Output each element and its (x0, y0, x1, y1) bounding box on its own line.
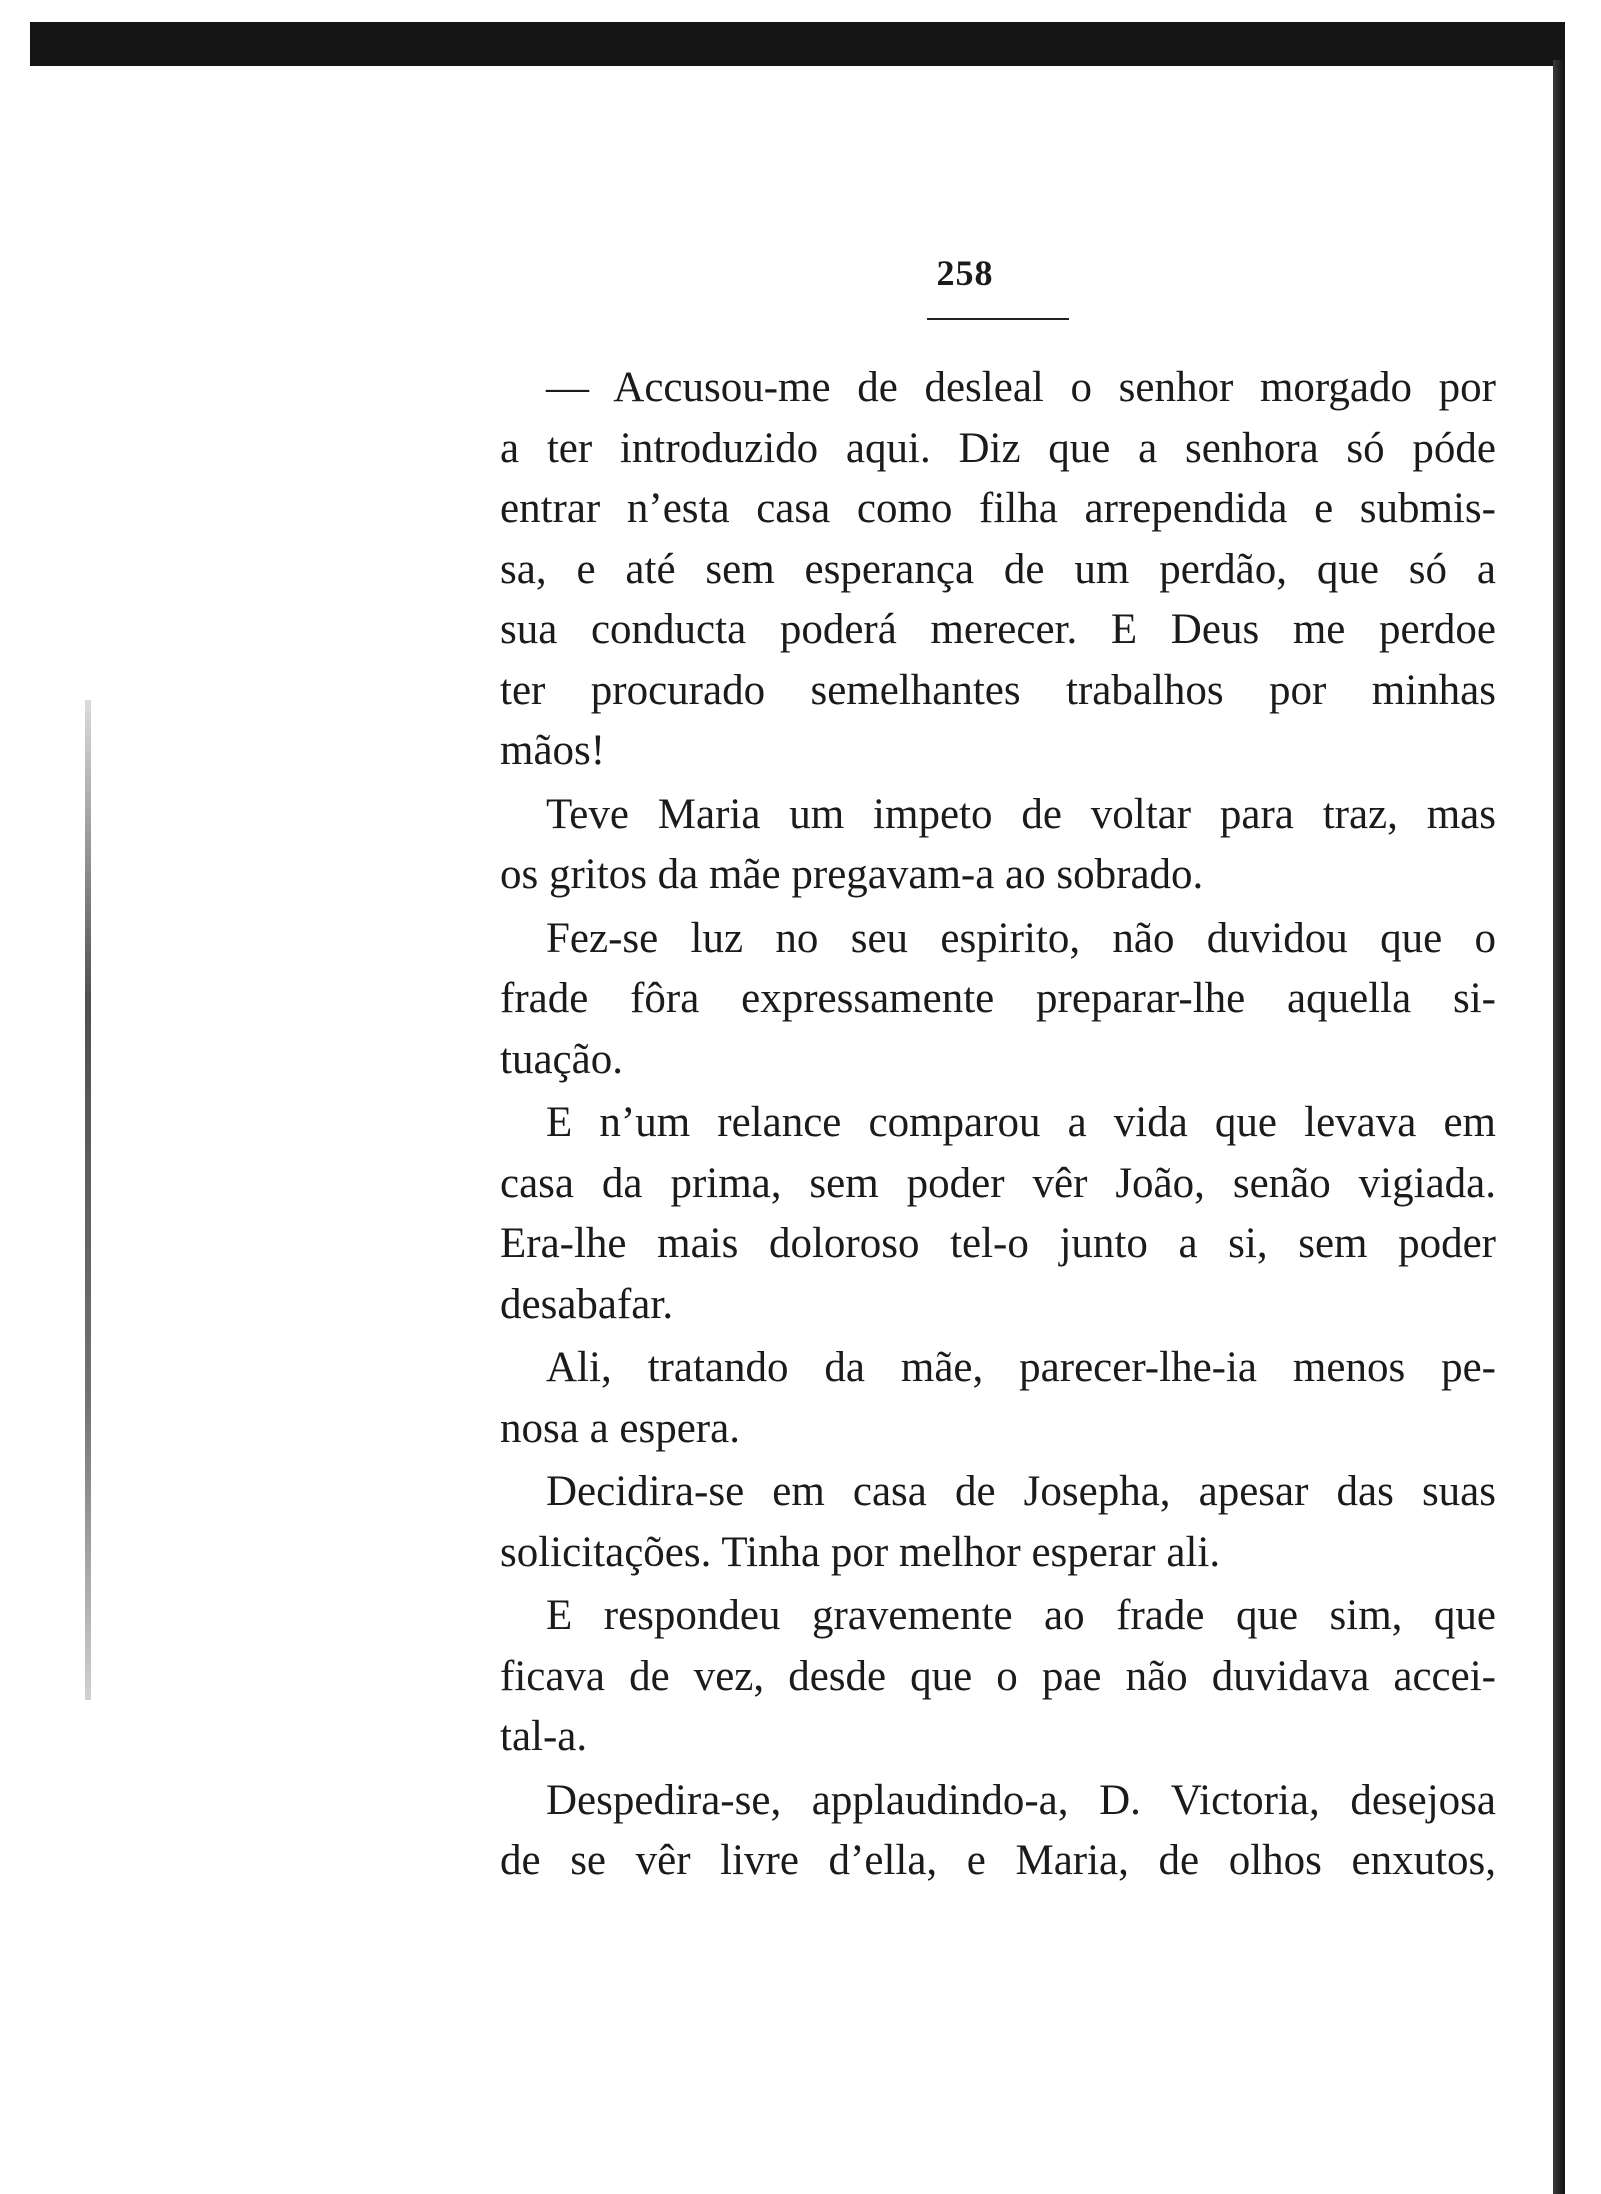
text-line: de se vêr livre d’ella, e Maria, de olhos enxutos, (500, 1837, 1496, 1884)
text-line: tuação. (500, 1035, 623, 1083)
text-line: Fez-se luz no seu espirito, não duvidou que o (546, 914, 1496, 962)
paragraph-2 (500, 785, 1496, 906)
page-number-rule (927, 318, 1069, 320)
text-line: E n’um relance comparou a vida que levava em (546, 1099, 1496, 1146)
text-line: Despedira-se, applaudindo-a, D. Victoria, desejosa (546, 1776, 1496, 1824)
text-line: solicitações. Tinha por melhor esperar ali. (500, 1528, 1221, 1576)
text-line: nosa a espera. (500, 1404, 740, 1452)
text-line: os gritos da mãe pregavam-a ao sobrado. (500, 851, 1204, 898)
text-line: mãos! (500, 727, 606, 774)
text-line: sua conducta poderá merecer. E Deus me perdoe (500, 606, 1496, 653)
paragraph-7 (500, 1586, 1496, 1768)
text-line: frade fôra expressamente preparar-lhe aquella si- (500, 975, 1496, 1022)
text-line: desabafar. (500, 1280, 674, 1328)
text-line: sa, e até sem esperança de um perdão, que só a (500, 545, 1496, 593)
text-line: tal-a. (500, 1713, 588, 1760)
text-line: Decidira-se em casa de Josepha, apesar das suas (546, 1468, 1496, 1515)
text-line: entrar n’esta casa como filha arrependida e submis- (500, 485, 1496, 532)
paragraph-4 (500, 1093, 1496, 1335)
text-line: ter procurado semelhantes trabalhos por minhas (500, 666, 1496, 714)
scan-border-right (1553, 60, 1565, 2194)
paragraph-5 (500, 1338, 1496, 1459)
text-line: casa da prima, sem poder vêr João, senão vigiada. (500, 1159, 1496, 1207)
text-line: Era-lhe mais doloroso tel-o junto a si, sem poder (500, 1220, 1496, 1267)
text-line: Ali, tratando da mãe, parecer-lhe-ia menos pe- (546, 1344, 1496, 1391)
page-number: 258 (936, 253, 994, 293)
text-line: — Accusou-me de desleal o senhor morgado por (546, 364, 1496, 411)
text-line: E respondeu gravemente ao frade que sim, que (546, 1592, 1496, 1639)
paragraph-3 (500, 909, 1496, 1091)
scan-border-top (30, 22, 1565, 66)
scan-shadow-left (85, 700, 91, 1700)
paragraph-6 (500, 1462, 1496, 1583)
paragraph-8 (500, 1771, 1496, 1892)
body-text (500, 358, 1496, 1895)
text-line: ficava de vez, desde que o pae não duvidava accei- (500, 1652, 1496, 1700)
text-line: Teve Maria um impeto de voltar para traz, mas (546, 790, 1496, 838)
paragraph-1 (500, 358, 1496, 782)
text-line: a ter introduzido aqui. Diz que a senhora só póde (500, 424, 1496, 472)
